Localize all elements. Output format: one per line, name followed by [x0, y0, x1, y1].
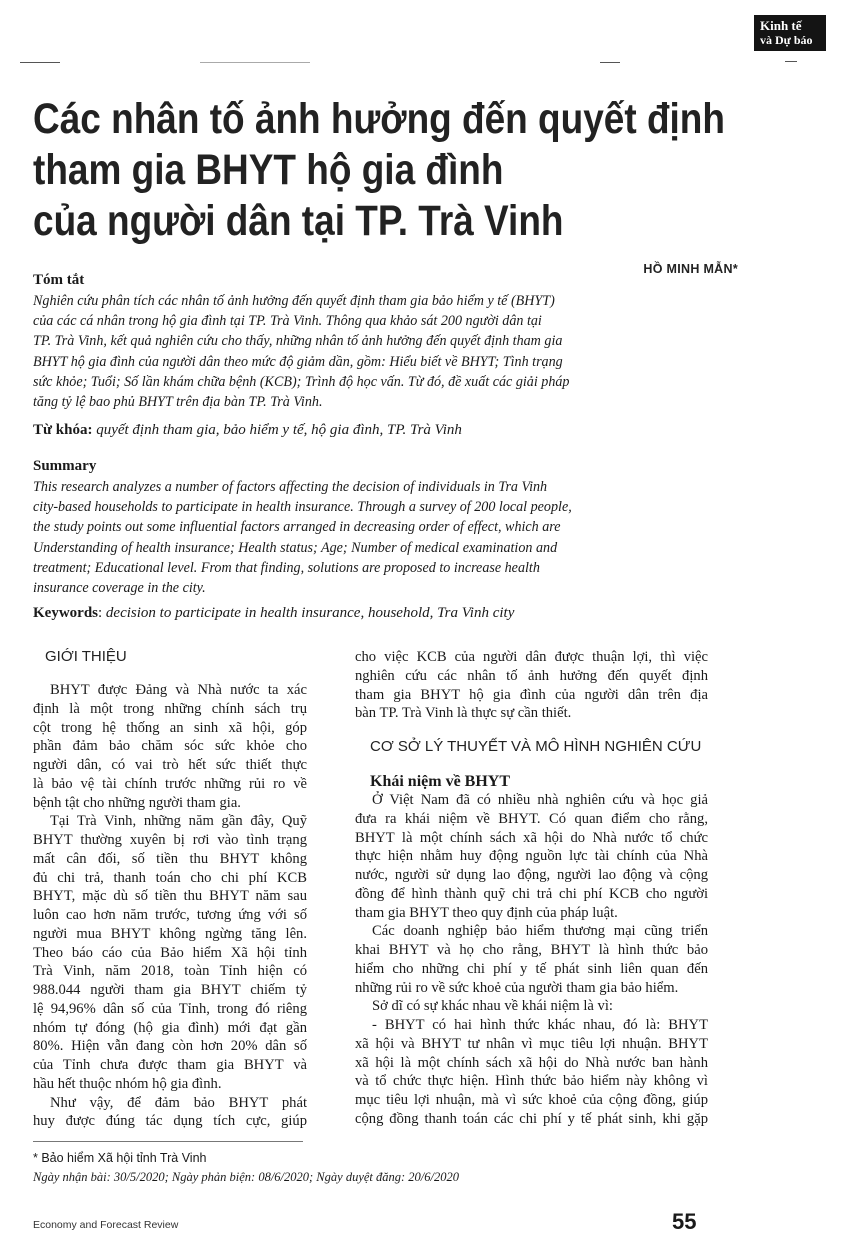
text-line: 988.044 người tham gia BHYT chiếm tỷ: [33, 982, 307, 998]
text-line: hầu hết thuộc nhóm hộ gia đình.: [33, 1075, 222, 1092]
text-line: khai BHYT và họ cho rằng, BHYT là hình thức bảo: [355, 942, 708, 958]
journal-footer: Economy and Forecast Review: [33, 1219, 179, 1231]
text-line: đưa ra khái niệm về BHYT. Có quan điểm cho rằng,: [355, 810, 708, 827]
text-line: là bảo vệ tài chính trước những rủi ro về: [33, 775, 307, 792]
section-heading-theory: CƠ SỞ LÝ THUYẾT VÀ MÔ HÌNH NGHIÊN CỨU: [370, 738, 702, 755]
text-line: BHYT, mặc dù số tiền thu BHYT năm sau: [33, 888, 307, 905]
abstract-heading: Tóm tắt: [33, 272, 85, 288]
article-title: [33, 94, 725, 247]
article-dates: Ngày nhận bài: 30/5/2020; Ngày phản biện: 08/6/2020; Ngày duyệt đăng: 20/6/2020: [33, 1170, 459, 1184]
text-line: thực hiện nhằm huy động nguồn lực tài chính của Nhà: [355, 848, 708, 865]
summary-heading: Summary: [33, 458, 97, 474]
abstract-line: TP. Trà Vinh, kết quả nghiên cứu cho thấy, những nhân tố ảnh hưởng đến quyết định tham gia: [33, 333, 563, 350]
text-line: của Tỉnh chưa được tham gia BHYT và: [33, 1057, 307, 1073]
footnote-rule: [33, 1141, 303, 1142]
text-line: lệ 94,96% dân số của Tỉnh, trong đó riêng: [33, 1000, 307, 1017]
keywords-en: Keywords: decision to participate in health insurance, household, Tra Vinh city: [33, 605, 515, 621]
header-rule: [200, 62, 310, 63]
paragraph: [355, 648, 708, 723]
author-name: HỒ MINH MẪN*: [643, 262, 738, 276]
right-column-body: [355, 791, 708, 1129]
abstract-line: This research analyzes a number of factors affecting the decision of individuals in Tra Vinh: [33, 479, 548, 495]
title-line: Các nhân tố ảnh hưởng đến quyết định: [33, 95, 725, 143]
text-line: những rủi ro về sức khoẻ của người tham gia bảo hiểm.: [355, 979, 679, 996]
section-heading-intro: GIỚI THIỆU: [45, 648, 127, 665]
text-line: Các doanh nghiệp bảo hiểm thương mại cũng triển: [372, 923, 708, 940]
right-column-intro: [355, 648, 708, 723]
abstract-vi: [33, 291, 691, 412]
text-line: Ở Việt Nam đã có nhiều nhà nghiên cứu và học giả: [372, 792, 708, 808]
logo-line-2: và Dự báo: [760, 33, 813, 47]
abstract-line: sức khỏe; Tuổi; Số lần khám chữa bệnh (KCB); Trình độ học vấn. Từ đó, đề xuất các giải pháp: [33, 373, 570, 390]
text-line: người dân, có vai trò hết sức thiết thực: [33, 757, 307, 773]
text-line: phần đảm bảo chăm sóc sức khỏe cho: [33, 738, 307, 755]
abstract-line: Nghiên cứu phân tích các nhân tố ảnh hưởng đến quyết định tham gia bảo hiểm y tế (BHYT): [33, 293, 555, 309]
text-line: Theo báo cáo của Bảo hiểm Xã hội tỉnh: [33, 944, 307, 961]
text-line: xã hội và BHYT tư nhân vì mục tiêu lợi nhuận. BHYT: [355, 1035, 708, 1052]
text-line: cộng đồng thanh toán các chi phí y tế phát sinh, khi gặp: [355, 1110, 708, 1127]
abstract-line: tăng tỷ lệ bao phủ BHYT trên địa bàn TP. Trà Vinh.: [33, 394, 323, 411]
paragraph: [33, 1094, 307, 1132]
logo-line-1: Kinh tế: [760, 18, 802, 33]
abstract-line: city-based households to participate in health insurance. Through a survey of 200 local people,: [33, 499, 572, 516]
text-line: BHYT thường xuyên bị rơi vào tình trạng: [33, 832, 307, 848]
text-line: nước, người sử dụng lao động, người lao động và cộng: [355, 867, 708, 883]
text-line: mục tiêu lợi nhuận, mà vì sức khoẻ của cộng đồng, giúp: [355, 1092, 708, 1108]
abstract-line: BHYT hộ gia đình của người dân theo mức độ giảm dần, gồm: Hiểu biết về BHYT; Tình trạng: [33, 353, 563, 370]
text-line: cột trong hệ thống an sinh xã hội, góp: [33, 719, 307, 736]
text-line: cho việc KCB của người dân được thuận lợi, thì việc: [355, 649, 708, 665]
keywords-label: Keywords: [33, 605, 98, 621]
text-line: đủ chi trả, thanh toán cho chi phí KCB: [33, 869, 307, 886]
keywords-vi: [33, 422, 462, 439]
text-line: tham gia BHYT hộ gia đình của người dân trên địa: [355, 686, 708, 703]
abstract-line: insurance coverage in the city.: [33, 580, 206, 597]
title-line: của người dân tại TP. Trà Vinh: [33, 197, 564, 245]
text-line: mất cân đối, số tiền thu BHYT không: [33, 850, 307, 867]
text-line: và tổ chức thực hiện. Hình thức bảo hiểm này không vì: [355, 1073, 708, 1090]
text-line: Trà Vinh, năm 2018, toàn Tỉnh hiện có: [33, 963, 307, 980]
text-line: bàn TP. Trà Vinh là thực sự cần thiết.: [355, 705, 572, 722]
page-number: 55: [672, 1209, 697, 1234]
paragraph: [355, 997, 708, 1016]
text-line: nhóm tự đóng (hộ gia đình) mới đạt gần: [33, 1019, 307, 1036]
paragraph: [33, 681, 307, 812]
text-line: đồng để hình thành quỹ chi trả chi phí KCB cho người: [355, 885, 708, 902]
text-line: BHYT được Đảng và Nhà nước ta xác: [50, 682, 307, 698]
left-column-body: [33, 681, 307, 1131]
text-line: BHYT là một chính sách xã hội do Nhà nước tổ chức: [355, 829, 708, 846]
text-line: hiểm cho những chi phí y tế phát sinh liên quan đến: [355, 960, 708, 977]
text-line: người mua BHYT không ngừng tăng lên.: [33, 925, 307, 942]
journal-logo: [754, 15, 826, 51]
title-line: tham gia BHYT hộ gia đình: [33, 146, 504, 194]
text-line: Sở dĩ có sự khác nhau về khái niệm là vì:: [372, 998, 613, 1015]
header-rule: [600, 62, 620, 63]
text-line: Tại Trà Vinh, những năm gần đây, Quỹ: [50, 813, 307, 830]
abstract-line: the study points out some influential factors arranged in decreasing order of effect, which are: [33, 519, 561, 536]
text-line: luôn cao hơn năm trước, tương ứng với số: [33, 907, 307, 923]
text-line: nghiên cứu các nhân tố ảnh hưởng đến quyết định: [355, 667, 708, 684]
keywords-text: quyết định tham gia, bảo hiểm y tế, hộ gia đình, TP. Trà Vinh: [96, 422, 462, 438]
paragraph: [355, 1016, 708, 1129]
paragraph: [33, 812, 307, 1093]
keywords-label: Từ khóa:: [33, 422, 93, 438]
footnote: * Bảo hiểm Xã hội tỉnh Trà Vinh: [33, 1151, 207, 1165]
abstract-line: Understanding of health insurance; Health status; Age; Number of medical examination and: [33, 539, 558, 556]
text-line: - BHYT có hai hình thức khác nhau, đó là: BHYT: [372, 1017, 708, 1033]
abstract-line: treatment; Educational level. From that finding, solutions are proposed to increase health: [33, 559, 540, 576]
text-line: Như vậy, để đảm bảo BHYT phát: [50, 1094, 307, 1111]
keywords-text: decision to participate in health insurance, household, Tra Vinh city: [105, 605, 515, 621]
header-rule: [785, 61, 797, 62]
text-line: bệnh tật cho những người tham gia.: [33, 794, 241, 811]
header-rule: [20, 62, 60, 63]
text-line: tham gia BHYT theo quy định của pháp luật.: [355, 904, 618, 921]
subsection-heading: Khái niệm về BHYT: [370, 773, 511, 790]
text-line: huy được đúng tác dụng tích cực, giúp: [33, 1113, 307, 1130]
text-line: định là một trong những chính sách trụ: [33, 700, 307, 717]
text-line: 80%. Hiện vẫn đang còn hơn 20% dân số: [33, 1038, 307, 1055]
paragraph: [355, 922, 708, 997]
abstract-en: [33, 477, 691, 598]
paragraph: [355, 791, 708, 922]
text-line: xã hội là một chính sách xã hội do Nhà nước ban hành: [355, 1054, 708, 1071]
abstract-line: của các cá nhân trong hộ gia đình tại TP. Trà Vinh. Thông qua khảo sát 200 người dân tại: [33, 313, 542, 330]
